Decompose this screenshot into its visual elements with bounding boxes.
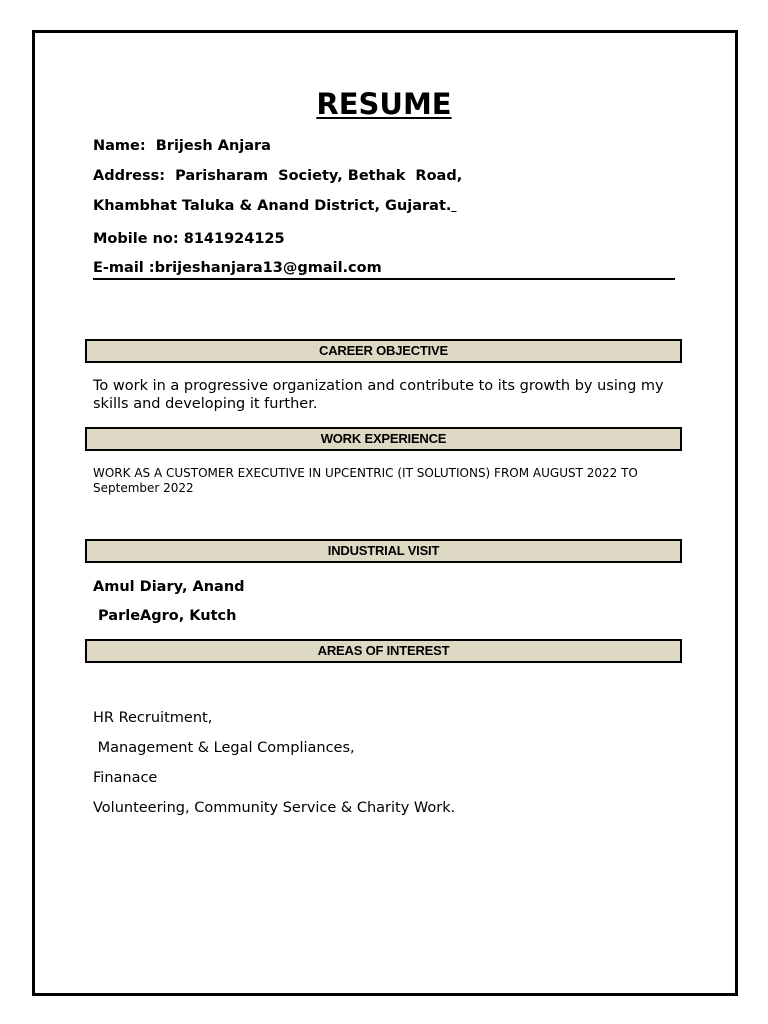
resume-title xyxy=(0,86,768,122)
work-experience-text: WORK AS A CUSTOMER EXECUTIVE IN UPCENTRIC (IT SOLUTIONS) FROM AUGUST 2022 TO September 2022 xyxy=(93,466,638,495)
industrial-visit-heading: INDUSTRIAL VISIT xyxy=(85,539,682,563)
contact-divider xyxy=(93,278,675,280)
industrial-visit-item: ParleAgro, Kutch xyxy=(93,608,237,624)
work-experience-heading: WORK EXPERIENCE xyxy=(85,427,682,451)
contact-address-line1: Address: Parisharam Society, Bethak Road, xyxy=(93,168,463,184)
interest-item: HR Recruitment, xyxy=(93,710,213,726)
interest-item: Finanace xyxy=(93,770,158,786)
interest-item: Management & Legal Compliances, xyxy=(93,740,355,756)
industrial-visit-item: Amul Diary, Anand xyxy=(93,579,245,595)
career-objective-text: To work in a progressive organization and contribute to its growth by using my skills and developing it further. xyxy=(93,378,664,412)
contact-name: Name: Brijesh Anjara xyxy=(93,138,271,154)
interest-item: Volunteering, Community Service & Charity Work. xyxy=(93,800,456,816)
contact-email: E-mail :brijeshanjara13@gmail.com xyxy=(93,260,382,276)
career-objective-heading: CAREER OBJECTIVE xyxy=(85,339,682,363)
contact-address-underscore xyxy=(451,198,456,214)
contact-address-line2 xyxy=(93,197,456,215)
contact-mobile: Mobile no: 8141924125 xyxy=(93,231,285,247)
areas-of-interest-heading: AREAS OF INTEREST xyxy=(85,639,682,663)
resume-title-text: RESUME xyxy=(316,87,452,121)
contact-address-line2-text: Khambhat Taluka & Anand District, Gujarat. xyxy=(93,198,452,214)
